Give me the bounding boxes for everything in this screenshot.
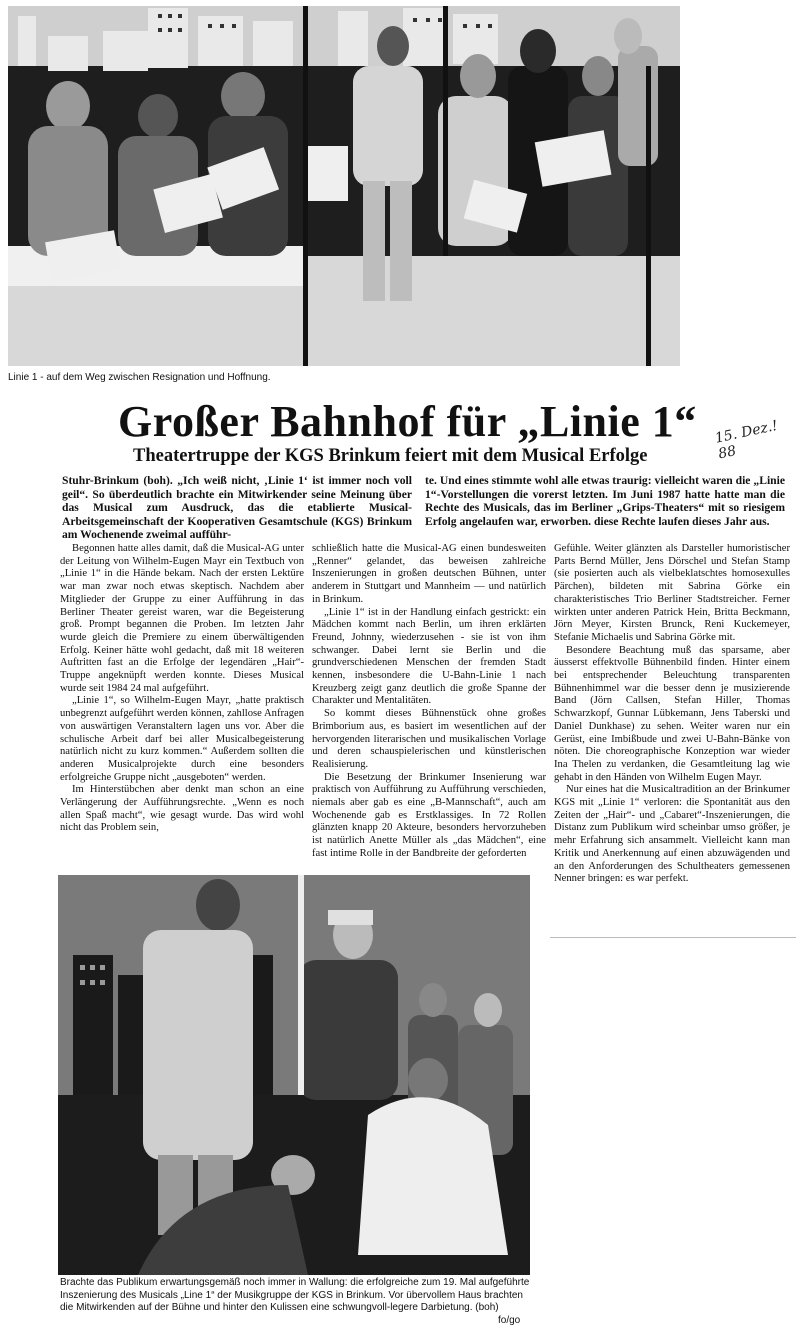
headline: Großer Bahnhof für „Linie 1“ xyxy=(118,397,697,446)
paragraph: Besondere Beachtung muß das sparsame, aber äusserst effektvolle Bühnenbild finden. Hinter einem bei entsprechender Beleuchtung transparenten Bühnenhimmel war die besser denn je musizierende Band (Jörn Callsen, Stefan Hiller, Thomas Schwarzkopf, Gunnar Lübkemann, Jens Taberski und Daniel Dunkhase) zu sehen. Weiter waren nur ein Gerüst, eine Imbißbude und zwei U-Bahn-Bänke von nöten. Die choreographische Konzeption war wieder Ina Thelen zu verdanken, die Gesamtleitung lag wie gehabt in den Händen von Wilhelm Eugen Mayr. xyxy=(554,644,790,783)
paragraph: Die Besetzung der Brinkumer Insenierung war praktisch von Aufführung zu Aufführung verschieden, niemals aber gab es eine „B-Mannschaft“, auch am Wochenende gab es Erstklassiges. In 72 Rollen glänzten knapp 20 Akteure, besonders hervorzuheben ist natürlich Anette Müller als „das Mädchen“, eine fast intime Rolle in der Bandbreite der geforderten xyxy=(312,771,546,859)
top-photo-caption: Linie 1 - auf dem Weg zwischen Resignation und Hoffnung. xyxy=(8,372,271,383)
paragraph: Im Hinterstübchen aber denkt man schon an eine Verlängerung der Aufführungsrechte. „Wenn es noch allen Spaß macht“, wie gesagt wurde. Das wird wohl nicht das Problem sein, xyxy=(60,784,304,834)
paragraph: Nur eines hat die Musicaltradition an der Brinkumer KGS mit „Linie 1“ verloren: die Spontanität aus den Zeiten der „Hair“- und „Cabaret“-Inszenierungen, die Distanz zum Publikum wird scheinbar umso größer, je mehr Erfahrung sich ansammelt. Vielleicht kann man Kritik und Anerkennung auf einen abzuwägenden und an den Anforderungen des Schultheaters gemessenen Nenner bringen: es war perfekt. xyxy=(554,784,790,885)
paragraph: Gefühle. Weiter glänzten als Darsteller humoristischer Parts Bernd Müller, Jens Dörschel und Stefan Stamp (sie posierten auch als vielbeklatschtes homosexulles Pärchen), bildeten mit Sabrina Görke ein charakteristisches Trio Berliner Stadtstreicher. Ferner wirkten unter anderen Patrick Hein, Britta Beckmann, Jörn Meyer, Kirsten Brunck, Reni Kuckemeyer, Stefanie Michaelis und Sabrina Görke mit. xyxy=(554,543,790,643)
bottom-photo-caption: Brachte das Publikum erwartungsgemäß noch immer in Wallung: die erfolgreiche zum 19. Mal aufgeführte Inszenierung des Musicals „Line 1“ der Musikgruppe der KGS in Brinkum. Vor übervollem Haus brachten die Mitwirkenden auf der Bühne und hinter den Kulissen eine schwungvoll-legere Darbietung. (boh) xyxy=(60,1277,530,1313)
article-column-1 xyxy=(60,543,304,835)
lead-right: te. Und eines stimmte wohl alle etwas traurig: vielleicht waren die „Linie 1“-Vorstellungen die vorerst letzten. Im Juni 1987 hatte hatte man die Rechte des Musicals, das im Berliner „Grips-Theaters“ mit so riesigem Erfolg angelaufen war, erworben. diese Rechte laufen dieses Jahr aus. xyxy=(425,474,785,528)
photo-credit: fo/go xyxy=(498,1315,521,1326)
paragraph: Begonnen hatte alles damit, daß die Musical-AG unter der Leitung von Wilhelm-Eugen Mayr ein Textbuch von „Linie 1“ in die Hände bekam. Nach der ersten Lektüre war man zwar noch etwas skeptisch. Nachdem aber Mitglieder der Gruppe zu einer Aufführung in das Berliner Theater gereist waren, war die Begeisterung groß. Prompt begannen die Proben. Im letzten Jahr wurde gleich die Premiere zu einem überwältigenden Erfolg. Keiner hätte wohl gedacht, daß mit 18 weiteren Auftritten fast an die Erfolge der legendären „Hair“-Truppe angeknüpft werden konnte. Dieses Musical wurde seit 1984 24 mal aufgeführt. xyxy=(60,543,304,694)
bottom-photo xyxy=(58,875,530,1275)
paragraph: „Linie 1“ ist in der Handlung einfach gestrickt: ein Mädchen kommt nach Berlin, um ihren erklärten Freund, Johnny, wiederzusehen - sie ist von ihm schwanger. Dabei lernt sie Berlin und die grundverschiedenen Menschen der fremden Stadt kennen, insbesondere die U-Bahn-Linie 1 nach Kreuzberg zeigt ganz deutlich die große Spanne der Charakter und Mentalitäten. xyxy=(312,606,546,707)
column-3-bottom-rule xyxy=(550,937,796,938)
article-column-2 xyxy=(312,543,546,861)
paragraph: „Linie 1“, so Wilhelm-Eugen Mayr, „hatte praktisch unbegrenzt aufgeführt werden können, zahllose Anfragen von auswärtigen Veranstaltern lagen uns vor. Aber die schulische Arbeit darf bei aller Musicalbegeisterung natürlich nicht zu kurz kommen.“ Außerdem sollten die anderen Musicalprojekte durch eine besonders erfolgreiche Gruppe nicht „ausgeboten“ werden. xyxy=(60,695,304,783)
lead-left: Stuhr-Brinkum (boh). „Ich weiß nicht, ‚Linie 1‘ ist immer noch voll geil“. So überdeutlich brachte ein Mitwirkender seine Meinung über das Musical zum Ausdruck, das die etablierte Musical-Arbeitsgemeinschaft der Kooperativen Gesamtschule (KGS) Brinkum am Wochenende zweimal aufführ- xyxy=(62,474,412,542)
subheadline: Theatertruppe der KGS Brinkum feiert mit dem Musical Erfolge xyxy=(133,446,648,466)
article-column-3 xyxy=(554,543,790,886)
handwritten-date: 15. Dez.! 88 xyxy=(713,417,780,463)
paragraph: So kommt dieses Bühnenstück ohne großes Brimborium aus, es basiert im wesentlichen auf der hervorgenden literarischen und musikalischen Vorlage und deren schauspielerischen und künstlerischen Realisierung. xyxy=(312,708,546,770)
top-photo xyxy=(8,6,680,366)
paragraph: schließlich hatte die Musical-AG einen bundesweiten „Renner“ gelandet, das beweisen zahlreiche Inszenierungen in großen deutschen Bühnen, unter anderem in Stuttgart und Mannheim — und natürlich in Brinkum. xyxy=(312,543,546,605)
